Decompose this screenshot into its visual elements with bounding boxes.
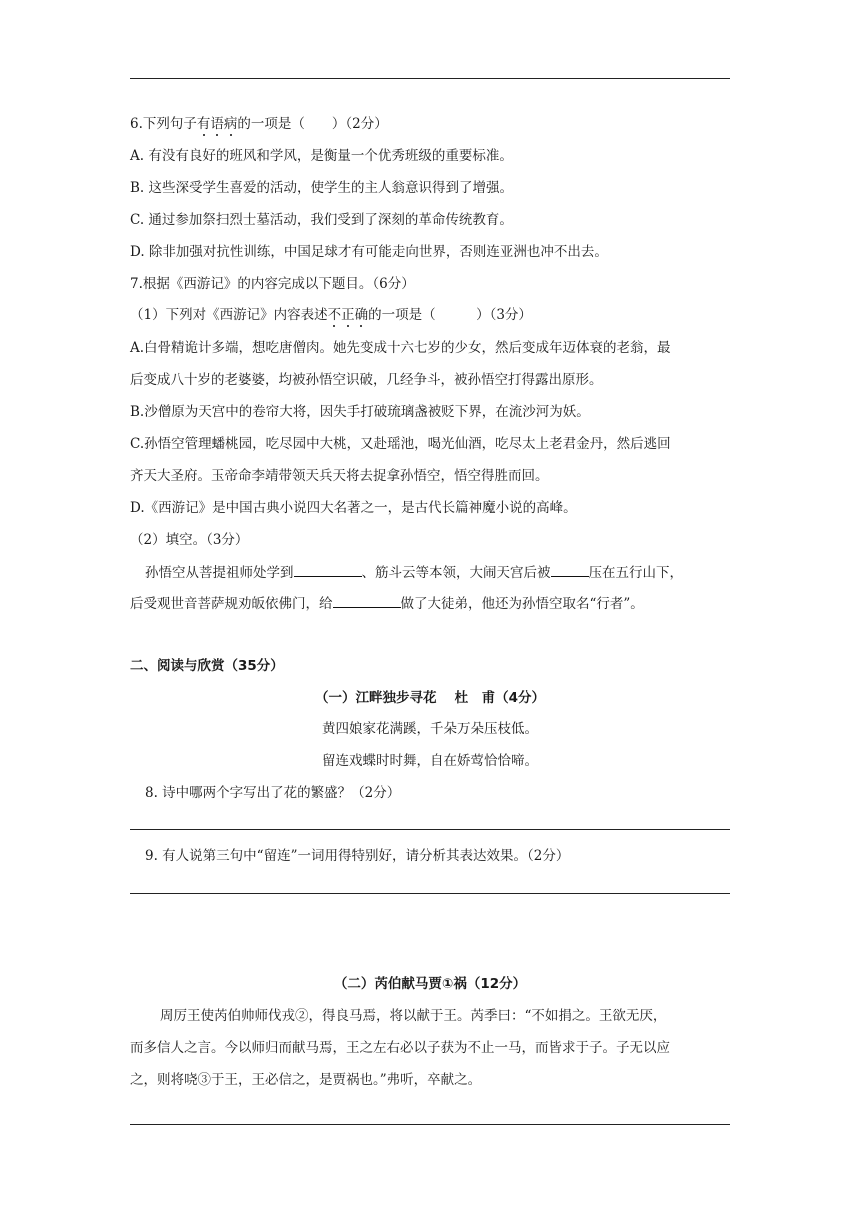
q7-sub1-suffix: 的一项是（ ）（3分） (368, 307, 532, 323)
q6-prefix: 6.下列句子 (130, 116, 197, 132)
q6-option-c: C. 通过参加祭扫烈士墓活动，我们受到了深刻的革命传统教育。 (130, 212, 513, 228)
q7-emph-char: 确 (354, 307, 369, 323)
answer-line-q8[interactable] (130, 829, 730, 830)
question-8: 8. 诗中哪两个字写出了花的繁盛？（2分） (145, 785, 401, 801)
prose-line-3: 之，则将哓③于王，王必信之，是贾祸也。”弗听，卒献之。 (130, 1072, 482, 1088)
q6-stem (130, 114, 730, 134)
fill-text: 压在五行山下， (588, 565, 683, 581)
fill-text: 做了大徒弟，他还为孙悟空取名“行者”。 (400, 596, 644, 612)
top-rule (130, 78, 730, 79)
q7-option-c-line1: C.孙悟空管理蟠桃园，吃尽园中大桃，又赴瑶池，喝光仙酒，吃尽太上老君金丹，然后逃回 (130, 436, 671, 452)
poem-line-1: 黄四娘家花满蹊，千朵万朵压枝低。 (322, 721, 538, 737)
section-2-title: 二、阅读与欣赏（35分） (130, 658, 284, 674)
q7-option-b: B.沙僧原为天宫中的卷帘大将，因失手打破琉璃盏被贬下界，在流沙河为妖。 (130, 404, 590, 420)
fill-blank-3[interactable] (333, 593, 401, 608)
q6-emph-char: 有 (196, 116, 211, 132)
prose-line-2: 而多信人之言。今以师归而献马焉，王之左右必以子获为不止一马，而皆求于子。子无以应 (130, 1040, 670, 1056)
q6-suffix: 的一项是（ ）（2分） (237, 116, 388, 132)
q6-option-d: D. 除非加强对抗性训练，中国足球才有可能走向世界，否则连亚洲也冲不出去。 (130, 244, 608, 260)
q6-emph-char: 语 (210, 116, 224, 132)
q6-emph-char: 病 (223, 116, 238, 132)
q7-option-a-line2: 后变成八十岁的老婆婆，均被孙悟空识破，几经争斗，被孙悟空打得露出原形。 (130, 372, 603, 388)
q7-fill-line2 (130, 593, 730, 614)
q7-fill-line1 (145, 562, 745, 583)
fill-text: 、筋斗云等本领，大闹天宫后被 (361, 565, 551, 581)
q7-option-d: D.《西游记》是中国古典小说四大名著之一，是古代长篇神魔小说的高峰。 (130, 500, 577, 516)
q6-option-b: B. 这些深受学生喜爱的活动，使学生的主人翁意识得到了增强。 (130, 180, 514, 196)
prose-title: （二）芮伯献马贾①祸（12分） (333, 976, 527, 992)
bottom-rule (130, 1124, 730, 1125)
answer-line-q9[interactable] (130, 893, 730, 894)
q7-title: 7.根据《西游记》的内容完成以下题目。（6分） (130, 276, 415, 292)
q7-sub1-stem (130, 305, 730, 325)
q6-option-a: A. 有没有良好的班风和学风，是衡量一个优秀班级的重要标准。 (130, 148, 513, 164)
q7-option-c-line2: 齐天大圣府。玉帝命李靖带领天兵天将去捉拿孙悟空，悟空得胜而回。 (130, 468, 549, 484)
question-9: 9. 有人说第三句中“留连”一词用得特别好，请分析其表达效果。（2分） (145, 848, 570, 864)
prose-line-1: 周厉王使芮伯帅师伐戎②，得良马焉，将以献于王。芮季曰：“不如捐之。王欲无厌， (160, 1008, 667, 1024)
q7-sub1-prefix: （1）下列对《西游记》内容表述 (130, 307, 328, 323)
q7-option-a-line1: A.白骨精诡计多端，想吃唐僧肉。她先变成十六七岁的少女，然后变成年迈体衰的老翁，最 (130, 340, 671, 356)
fill-blank-2[interactable] (551, 562, 589, 577)
q7-emph-char: 正 (341, 307, 355, 323)
fill-blank-1[interactable] (294, 562, 362, 577)
fill-text: 孙悟空从菩提祖师处学到 (145, 565, 294, 581)
q7-emph-char: 不 (327, 307, 342, 323)
fill-text: 后受观世音菩萨规劝皈依佛门，给 (130, 596, 333, 612)
q7-sub2-title: （2）填空。（3分） (130, 532, 249, 548)
poem-line-2: 留连戏蝶时时舞，自在娇莺恰恰啼。 (322, 753, 538, 769)
poem-title: （一）江畔独步寻花 杜 甫（4分） (314, 690, 546, 706)
